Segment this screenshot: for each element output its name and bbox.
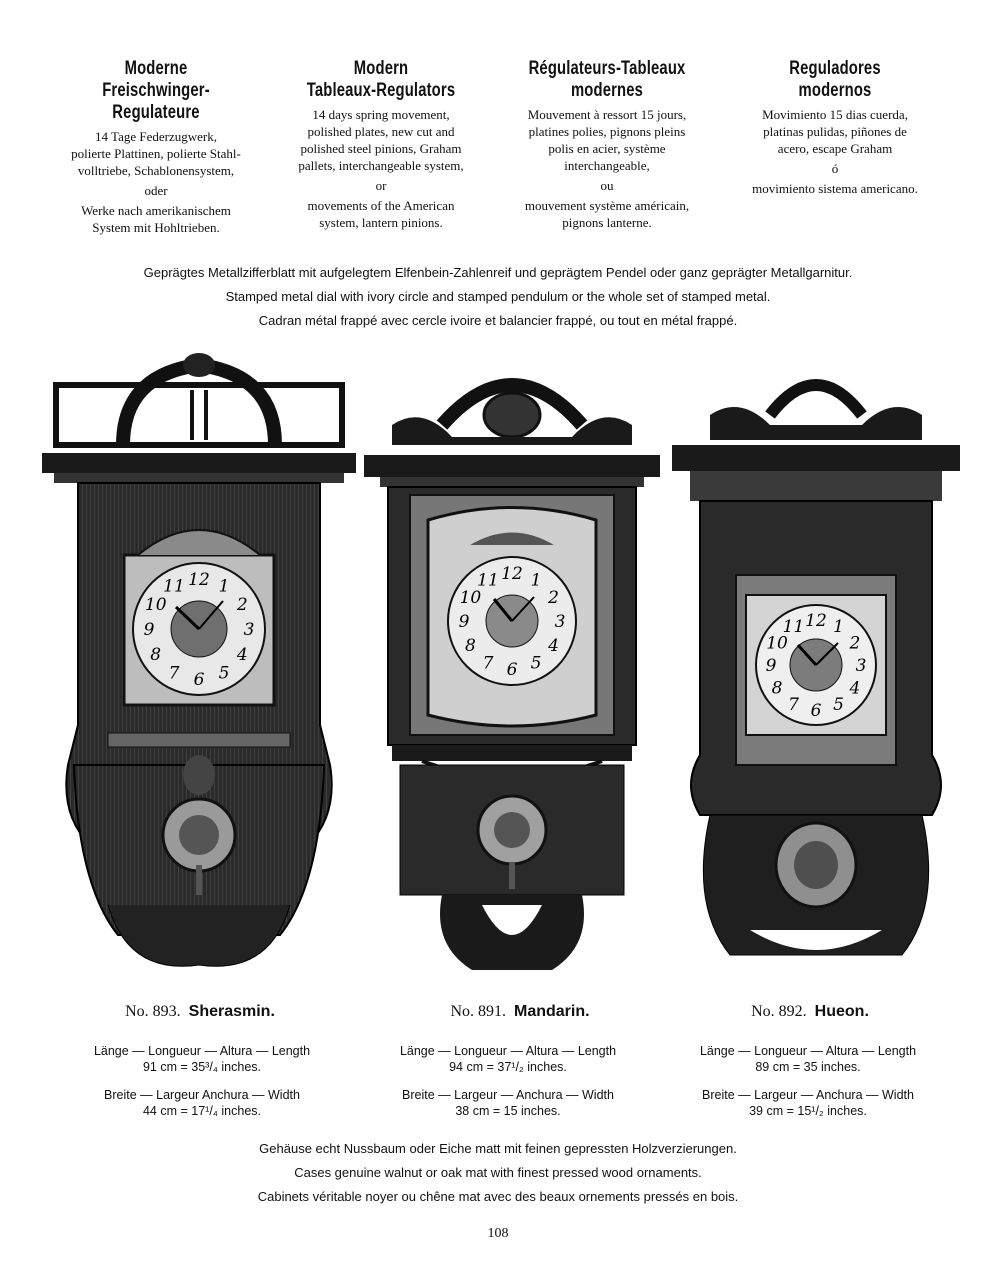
column-title: Moderne Freischwinger-Regulateure [102, 58, 210, 123]
dial-numeral: 4 [548, 636, 559, 656]
dial-numeral: 5 [218, 663, 230, 684]
dial-numeral: 5 [833, 694, 844, 715]
dial-numeral: 8 [771, 678, 783, 699]
column-text: Werke nach amerikanischem [81, 203, 231, 218]
dial-numeral: 11 [163, 576, 185, 597]
width-value: 39 cm = 15¹/₂ inches. [749, 1104, 867, 1118]
dial-numeral: 8 [150, 645, 162, 665]
dial-numeral: 1 [833, 617, 844, 638]
clock-name: Hueon. [814, 1003, 869, 1020]
width-label: Breite — Largeur — Anchura — Width [702, 1088, 914, 1102]
column-separator: or [375, 178, 387, 193]
dial-numeral: 10 [459, 588, 482, 608]
column-title: Modern Tableaux-Regulators [306, 58, 456, 101]
dial-numeral: 9 [143, 620, 155, 640]
width-value: 44 cm = 17¹/₄ inches. [142, 1104, 261, 1118]
clock-dimensions-893 [62, 1043, 342, 1119]
clock-dimensions-891 [368, 1043, 648, 1119]
column-text: platines polies, pignons pleins [528, 124, 686, 139]
column-separator: ó [831, 161, 839, 176]
dial-numeral: 2 [849, 633, 861, 654]
column-text: platinas pulidas, piñones de [763, 124, 907, 139]
column-text: movimiento sistema americano. [752, 181, 918, 196]
clock-caption-893 [60, 1003, 340, 1021]
dial-numeral: 12 [188, 570, 210, 590]
dial-numeral: 7 [168, 663, 180, 684]
dial-numeral: 9 [458, 612, 470, 632]
cases-description [0, 1139, 996, 1211]
page-number: 108 [487, 1226, 509, 1241]
dial-numeral: 3 [855, 656, 867, 676]
column-text: 14 days spring movement, [312, 107, 450, 122]
column-text: polished steel pinions, Graham [300, 141, 462, 156]
width-label: Breite — Largeur Anchura — Width [104, 1088, 300, 1102]
clock-number: No. 892. [751, 1003, 807, 1020]
cases-description-en: Cases genuine walnut or oak mat with finest pressed wood ornaments. [294, 1165, 702, 1180]
cases-description-de: Gehäuse echt Nussbaum oder Eiche matt mit feinen gepressten Holzverzierungen. [259, 1141, 737, 1156]
dial-numeral: 6 [506, 660, 518, 680]
column-text: volltriebe, Schablonensystem, [77, 163, 235, 178]
length-value: 94 cm = 37¹/₂ inches. [449, 1060, 567, 1074]
width-value: 38 cm = 15 inches. [455, 1104, 561, 1118]
column-text: acero, escape Graham [777, 141, 893, 156]
dial-numeral: 11 [477, 570, 499, 591]
length-label: Länge — Longueur — Altura — Length [399, 1044, 617, 1058]
column-text: polierte Plattinen, polierte Stahl- [71, 146, 241, 161]
column-text: mouvement système américain, [524, 198, 690, 213]
clock-dimensions-892 [668, 1043, 948, 1119]
dial-numeral: 12 [501, 564, 523, 584]
dial-numeral: 7 [482, 653, 494, 674]
dial-numeral: 5 [530, 653, 542, 674]
column-french [496, 58, 718, 231]
clock-caption-892 [670, 1003, 950, 1021]
dial-numeral: 10 [144, 595, 167, 615]
column-title: Reguladores modernos [789, 58, 881, 101]
dial-numeral: 4 [849, 678, 861, 699]
dial-numeral: 2 [236, 595, 248, 615]
length-label: Länge — Longueur — Altura — Length [699, 1044, 917, 1058]
column-text: 14 Tage Federzugwerk, [95, 129, 217, 144]
column-text: polished plates, new cut and [307, 124, 455, 139]
dial-numeral: 2 [548, 588, 559, 608]
length-label: Länge — Longueur — Altura — Length [93, 1044, 311, 1058]
column-english [272, 58, 490, 231]
column-german [40, 58, 272, 236]
dial-description-de: Geprägtes Metallzifferblatt mit aufgelegtem Elfenbein-Zahlenreif und geprägtem Pendel oder ganz geprägter Metallgarnitur. [143, 265, 853, 280]
clock-illustration-hueon [670, 345, 962, 985]
column-text: Mouvement à ressort 15 jours, [527, 107, 687, 122]
dial-description [0, 262, 996, 334]
column-separator: ou [600, 178, 614, 193]
column-text: System mit Hohltrieben. [92, 220, 220, 235]
clock-illustration-sherasmin [38, 345, 360, 985]
dial-description-en: Stamped metal dial with ivory circle and stamped pendulum or the whole set of stamped metal. [225, 289, 771, 304]
dial-numeral: 11 [782, 617, 805, 638]
dial-numeral: 8 [465, 636, 476, 656]
dial-numeral: 1 [218, 576, 230, 597]
clock-caption-891 [380, 1003, 660, 1021]
column-text: pignons lanterne. [562, 215, 652, 230]
dial-numeral: 1 [530, 570, 542, 591]
column-text: movements of the American [307, 198, 455, 213]
dial-numeral: 9 [765, 656, 777, 676]
clock-illustration-mandarin [362, 345, 662, 975]
dial-numeral: 3 [243, 620, 255, 640]
clock-name: Mandarin. [514, 1003, 590, 1020]
column-text: Movimiento 15 dias cuerda, [762, 107, 908, 122]
cases-description-fr: Cabinets véritable noyer ou chêne mat avec des beaux ornements pressés en bois. [257, 1189, 739, 1204]
dial-numeral: 6 [193, 670, 205, 690]
width-label: Breite — Largeur — Anchura — Width [402, 1088, 614, 1102]
length-value: 89 cm = 35 inches. [755, 1060, 861, 1074]
column-spanish [724, 58, 946, 197]
column-text: polis en acier, système [548, 141, 666, 156]
clock-name: Sherasmin. [188, 1003, 275, 1020]
clock-number: No. 891. [450, 1003, 506, 1020]
clock-number: No. 893. [125, 1003, 181, 1020]
dial-numeral: 3 [554, 612, 566, 632]
column-text: system, lantern pinions. [319, 215, 443, 230]
column-title: Régulateurs-Tableaux modernes [528, 58, 686, 101]
dial-numeral: 10 [766, 633, 788, 654]
dial-numeral: 7 [788, 694, 799, 715]
column-text: interchangeable, [564, 158, 650, 173]
dial-numeral: 12 [805, 611, 827, 631]
dial-description-fr: Cadran métal frappé avec cercle ivoire et balancier frappé, ou tout en métal frappé. [258, 313, 738, 328]
dial-numeral: 4 [236, 645, 248, 665]
column-separator: oder [144, 183, 168, 198]
dial-numeral: 6 [810, 701, 822, 721]
length-value: 91 cm = 35³/₄ inches. [142, 1060, 261, 1074]
column-text: pallets, interchangeable system, [298, 158, 464, 173]
